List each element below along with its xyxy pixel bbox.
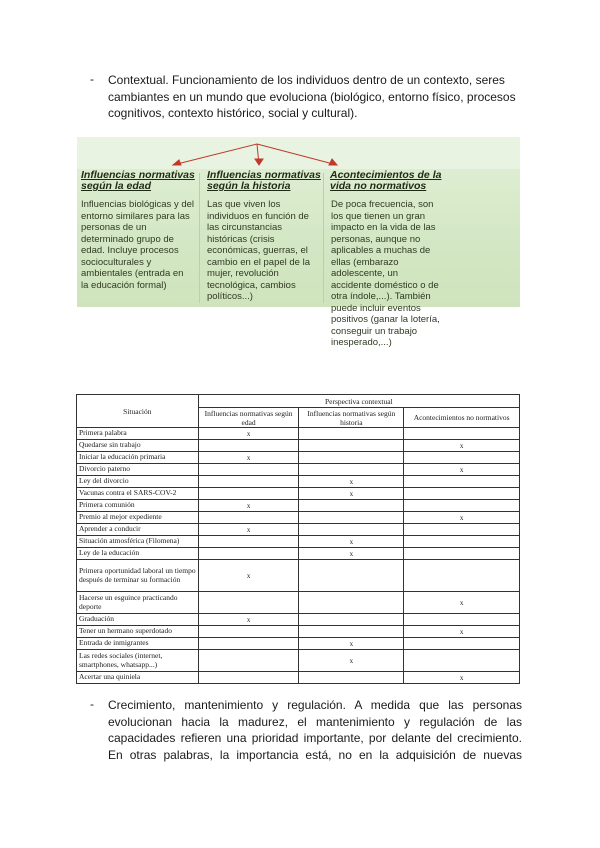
mark-nonnormative (404, 560, 520, 592)
situations-table (76, 394, 520, 684)
mark-age (198, 592, 299, 614)
table-row (77, 488, 520, 500)
mark-history (299, 614, 404, 626)
mark-age: x (198, 614, 299, 626)
text-line: puede incluir eventos (331, 302, 421, 314)
row-situation: Primera oportunidad laboral un tiempo después de terminar su formación (77, 560, 199, 592)
text-line: inesperado,...) (331, 337, 392, 348)
text-line: individuos en función de (207, 210, 309, 222)
arrow-left (173, 144, 257, 165)
table-row (77, 548, 520, 560)
growth-paragraph (108, 697, 522, 763)
row-situation: Iniciar la educación primaria (77, 452, 199, 464)
text-line: mujer, revolución (207, 268, 279, 279)
mark-age (198, 626, 299, 638)
mark-nonnormative (404, 524, 520, 536)
text-line: políticos...) (207, 291, 253, 302)
row-situation: Graduación (77, 614, 199, 626)
text-line: Las que viven los (207, 199, 281, 210)
text-line: otra índole,...). También (331, 291, 431, 302)
mark-age (198, 488, 299, 500)
arrow-right-head (329, 159, 337, 165)
table-row (77, 560, 520, 592)
text-line: personas, aunque no (331, 233, 421, 245)
table-row (77, 626, 520, 638)
influences-figure (77, 137, 520, 348)
arrow-left-head (173, 160, 181, 165)
mark-history (299, 500, 404, 512)
mark-history (299, 524, 404, 536)
list-bullet: - (90, 72, 94, 86)
mark-nonnormative (404, 614, 520, 626)
paragraph-line: evolucionan hacia la madurez, el mantenimiento y regulación de las (108, 714, 522, 729)
table-row (77, 524, 520, 536)
mark-age: x (198, 560, 299, 592)
text-line: cambio en el papel de la (207, 256, 310, 268)
table-row (77, 428, 520, 440)
mark-history (299, 512, 404, 524)
mark-nonnormative (404, 638, 520, 650)
mark-nonnormative (404, 500, 520, 512)
mark-history: x (299, 476, 404, 488)
text-line: positivos (ganar la lotería, (331, 314, 440, 325)
arrow-right (257, 144, 337, 165)
figure-text-age (81, 199, 197, 291)
mark-history (299, 428, 404, 440)
mark-history (299, 672, 404, 684)
table-body (77, 428, 520, 684)
mark-nonnormative (404, 548, 520, 560)
row-situation: Acertar una quiniela (77, 672, 199, 684)
heading-line: Acontecimientos de la (330, 169, 442, 181)
text-line: ambientales (entrada en (81, 268, 184, 279)
text-line: De poca frecuencia, son (331, 199, 434, 210)
text-line: determinado grupo de (81, 233, 174, 245)
row-situation: Premio al mejor expediente (77, 512, 199, 524)
heading-line: vida no normativos (330, 180, 427, 192)
text-line: accidente doméstico o de (331, 279, 439, 291)
row-situation: Tener un hermano superdotado (77, 626, 199, 638)
mark-age: x (198, 524, 299, 536)
paragraph-line: En otras palabras, la importancia está, no en la adquisición de nuevas (108, 747, 522, 762)
table-row (77, 592, 520, 614)
header-col-age: Influencias normativas según edad (198, 408, 299, 428)
row-situation: Ley del divorcio (77, 476, 199, 488)
text-line: conseguir un trabajo (331, 325, 418, 337)
mark-age (198, 548, 299, 560)
mark-age (198, 440, 299, 452)
mark-nonnormative (404, 488, 520, 500)
row-situation: Aprender a conducir (77, 524, 199, 536)
mark-nonnormative (404, 452, 520, 464)
mark-age (198, 464, 299, 476)
text-line: impacto en la vida de las (331, 222, 436, 233)
table-row (77, 452, 520, 464)
mark-history (299, 452, 404, 464)
table-row (77, 638, 520, 650)
mark-nonnormative: x (404, 672, 520, 684)
row-situation: Hacerse un esguince practicando deporte (77, 592, 199, 614)
paragraph-line: Crecimiento, mantenimiento y regulación. A medida que las personas (108, 698, 522, 712)
table-row (77, 650, 520, 672)
mark-history: x (299, 536, 404, 548)
mark-nonnormative (404, 536, 520, 548)
mark-nonnormative (404, 650, 520, 672)
mark-age (198, 650, 299, 672)
mark-history (299, 626, 404, 638)
header-perspective: Perspectiva contextual (198, 395, 519, 408)
mark-age: x (198, 452, 299, 464)
paragraph-line: capacidades refieren una prioridad importante, por delante del crecimiento. (108, 731, 522, 745)
mark-history: x (299, 650, 404, 672)
text-line: personas de un (81, 222, 147, 233)
figure-heading-age (81, 170, 195, 192)
mark-nonnormative (404, 428, 520, 440)
text-line: aplicables a muchas de (331, 245, 431, 256)
heading-line: Influencias normativas (81, 169, 195, 181)
mark-nonnormative: x (404, 512, 520, 524)
row-situation: Primera comunión (77, 500, 199, 512)
figure-heading-history (207, 170, 321, 192)
figure-text-nonnormative (331, 199, 519, 349)
paragraph-line: Contextual. Funcionamiento de los individuos dentro de un contexto, seres (108, 73, 505, 87)
mark-history (299, 592, 404, 614)
header-situation: Situación (77, 395, 199, 428)
row-situation: Entrada de inmigrantes (77, 638, 199, 650)
mark-nonnormative: x (404, 592, 520, 614)
row-situation: Vacunas contra el SARS-COV-2 (77, 488, 199, 500)
header-col-history: Influencias normativas según historia (299, 408, 404, 428)
figure-text-history (207, 199, 321, 303)
text-line: los que tienen un gran (331, 210, 426, 222)
table-row (77, 500, 520, 512)
text-line: Influencias biológicas y del (81, 199, 195, 210)
figure-heading-nonnormative (330, 170, 441, 192)
mark-history: x (299, 548, 404, 560)
text-line: adolescente, un (331, 268, 399, 279)
mark-age (198, 672, 299, 684)
table-row (77, 672, 520, 684)
text-line: edad. Incluye procesos (81, 245, 179, 256)
row-situation: Primera palabra (77, 428, 199, 440)
mark-age (198, 476, 299, 488)
header-col-nonnormative: Acontecimientos no normativos (404, 408, 520, 428)
heading-line: según la historia (207, 180, 291, 192)
table-row (77, 614, 520, 626)
text-line: económicas, guerras, el (207, 245, 308, 256)
row-situation: Divorcio paterno (77, 464, 199, 476)
heading-line: Influencias normativas (207, 169, 321, 181)
table-row (77, 440, 520, 452)
figure-divider (199, 173, 200, 303)
row-situation: Quedarse sin trabajo (77, 440, 199, 452)
mark-history (299, 464, 404, 476)
mark-nonnormative: x (404, 440, 520, 452)
mark-history (299, 440, 404, 452)
text-line: históricas (crisis (207, 233, 275, 245)
row-situation: Las redes sociales (internet, smartphones, whatsapp...) (77, 650, 199, 672)
mark-age: x (198, 500, 299, 512)
list-bullet: - (90, 697, 94, 711)
arrow-middle-head (255, 159, 263, 165)
contextual-paragraph (108, 72, 522, 122)
text-line: la educación formal) (81, 279, 167, 291)
figure-divider (323, 173, 324, 303)
table-row (77, 536, 520, 548)
mark-nonnormative: x (404, 626, 520, 638)
mark-history: x (299, 488, 404, 500)
text-line: las circunstancias (207, 222, 282, 233)
row-situation: Ley de la educación (77, 548, 199, 560)
mark-nonnormative: x (404, 464, 520, 476)
paragraph-line: cognitivos, contexto histórico, social y cultural). (108, 106, 358, 120)
mark-age (198, 536, 299, 548)
mark-age (198, 638, 299, 650)
row-situation: Situación atmosférica (Filomena) (77, 536, 199, 548)
mark-history: x (299, 638, 404, 650)
mark-age: x (198, 428, 299, 440)
text-line: tecnológica, cambios (207, 279, 296, 291)
text-line: ellas (embarazo (331, 256, 399, 268)
text-line: entorno similares para las (81, 210, 190, 222)
table-row (77, 476, 520, 488)
mark-history (299, 560, 404, 592)
mark-age (198, 512, 299, 524)
table-row (77, 464, 520, 476)
text-line: socioculturales y (81, 256, 152, 268)
heading-line: según la edad (81, 180, 152, 192)
paragraph-line: cambiantes en un mundo que evoluciona (biológico, entorno físico, procesos (108, 89, 516, 104)
mark-nonnormative (404, 476, 520, 488)
table-row (77, 512, 520, 524)
